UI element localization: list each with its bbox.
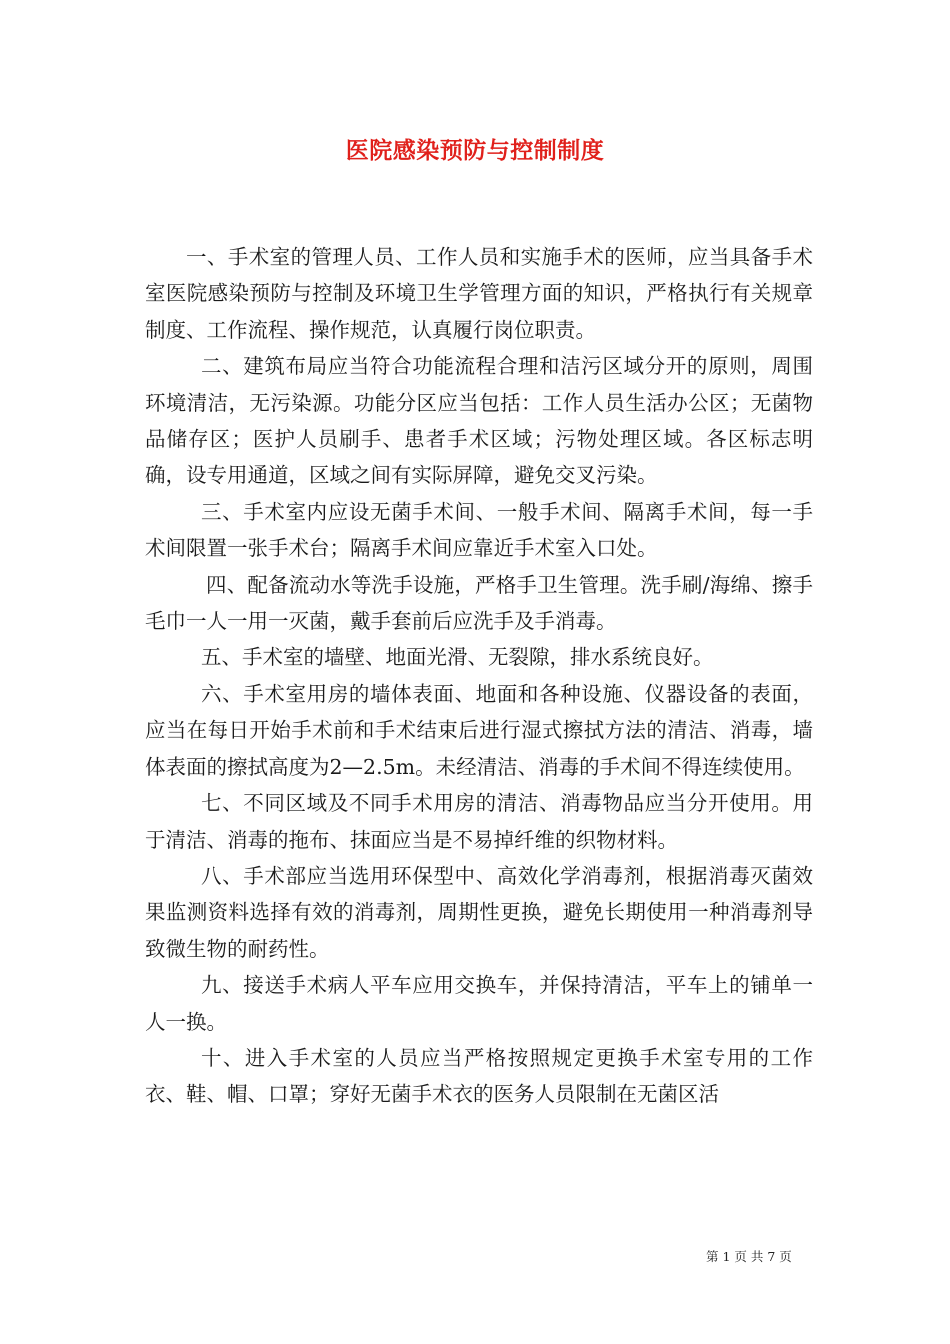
page-title: 医院感染预防与控制制度 [345,137,605,164]
paragraph-10: 十、进入手术室的人员应当严格按照规定更换手术室专用的工作衣、鞋、帽、口罩；穿好无菌手术衣的医务人员限制在无菌区活 [145,1045,813,1107]
paragraph-3: 三、手术室内应设无菌手术间、一般手术间、隔离手术间，每一手术间限置一张手术台；隔离手术间应靠近手术室入口处。 [145,499,813,561]
paragraph-4: 四、配备流动水等洗手设施，严格手卫生管理。洗手刷/海绵、擦手毛巾一人一用一灭菌，戴手套前后应洗手及手消毒。 [145,572,813,634]
page-number-footer: 第 1 页 共 7 页 [706,1249,792,1264]
paragraph-6: 六、手术室用房的墙体表面、地面和各种设施、仪器设备的表面，应当在每日开始手术前和手术结束后进行湿式擦拭方法的清洁、消毒，墙体表面的擦拭高度为2—2.5m。未经清洁、消毒的手术间不得连续使用。 [145,681,813,779]
paragraph-7: 七、不同区域及不同手术用房的清洁、消毒物品应当分开使用。用于清洁、消毒的拖布、抹面应当是不易掉纤维的织物材料。 [145,791,813,852]
paragraph-9: 九、接送手术病人平车应用交换车，并保持清洁，平车上的铺单一人一换。 [145,973,813,1034]
paragraph-1: 一、手术室的管理人员、工作人员和实施手术的医师，应当具备手术室医院感染预防与控制及环境卫生学管理方面的知识，严格执行有关规章制度、工作流程、操作规范，认真履行岗位职责。 [145,245,813,342]
document-body [145,239,813,1113]
paragraph-8: 八、手术部应当选用环保型中、高效化学消毒剂，根据消毒灭菌效果监测资料选择有效的消毒剂，周期性更换，避免长期使用一种消毒剂导致微生物的耐药性。 [145,863,813,961]
paragraph-2: 二、建筑布局应当符合功能流程合理和洁污区域分开的原则，周围环境清洁，无污染源。功能分区应当包括：工作人员生活办公区；无菌物品储存区；医护人员刷手、患者手术区域；污物处理区域。各区标志明确，设专用通道，区域之间有实际屏障，避免交叉污染。 [145,354,813,488]
paragraph-5: 五、手术室的墙壁、地面光滑、无裂隙，排水系统良好。 [201,645,714,670]
